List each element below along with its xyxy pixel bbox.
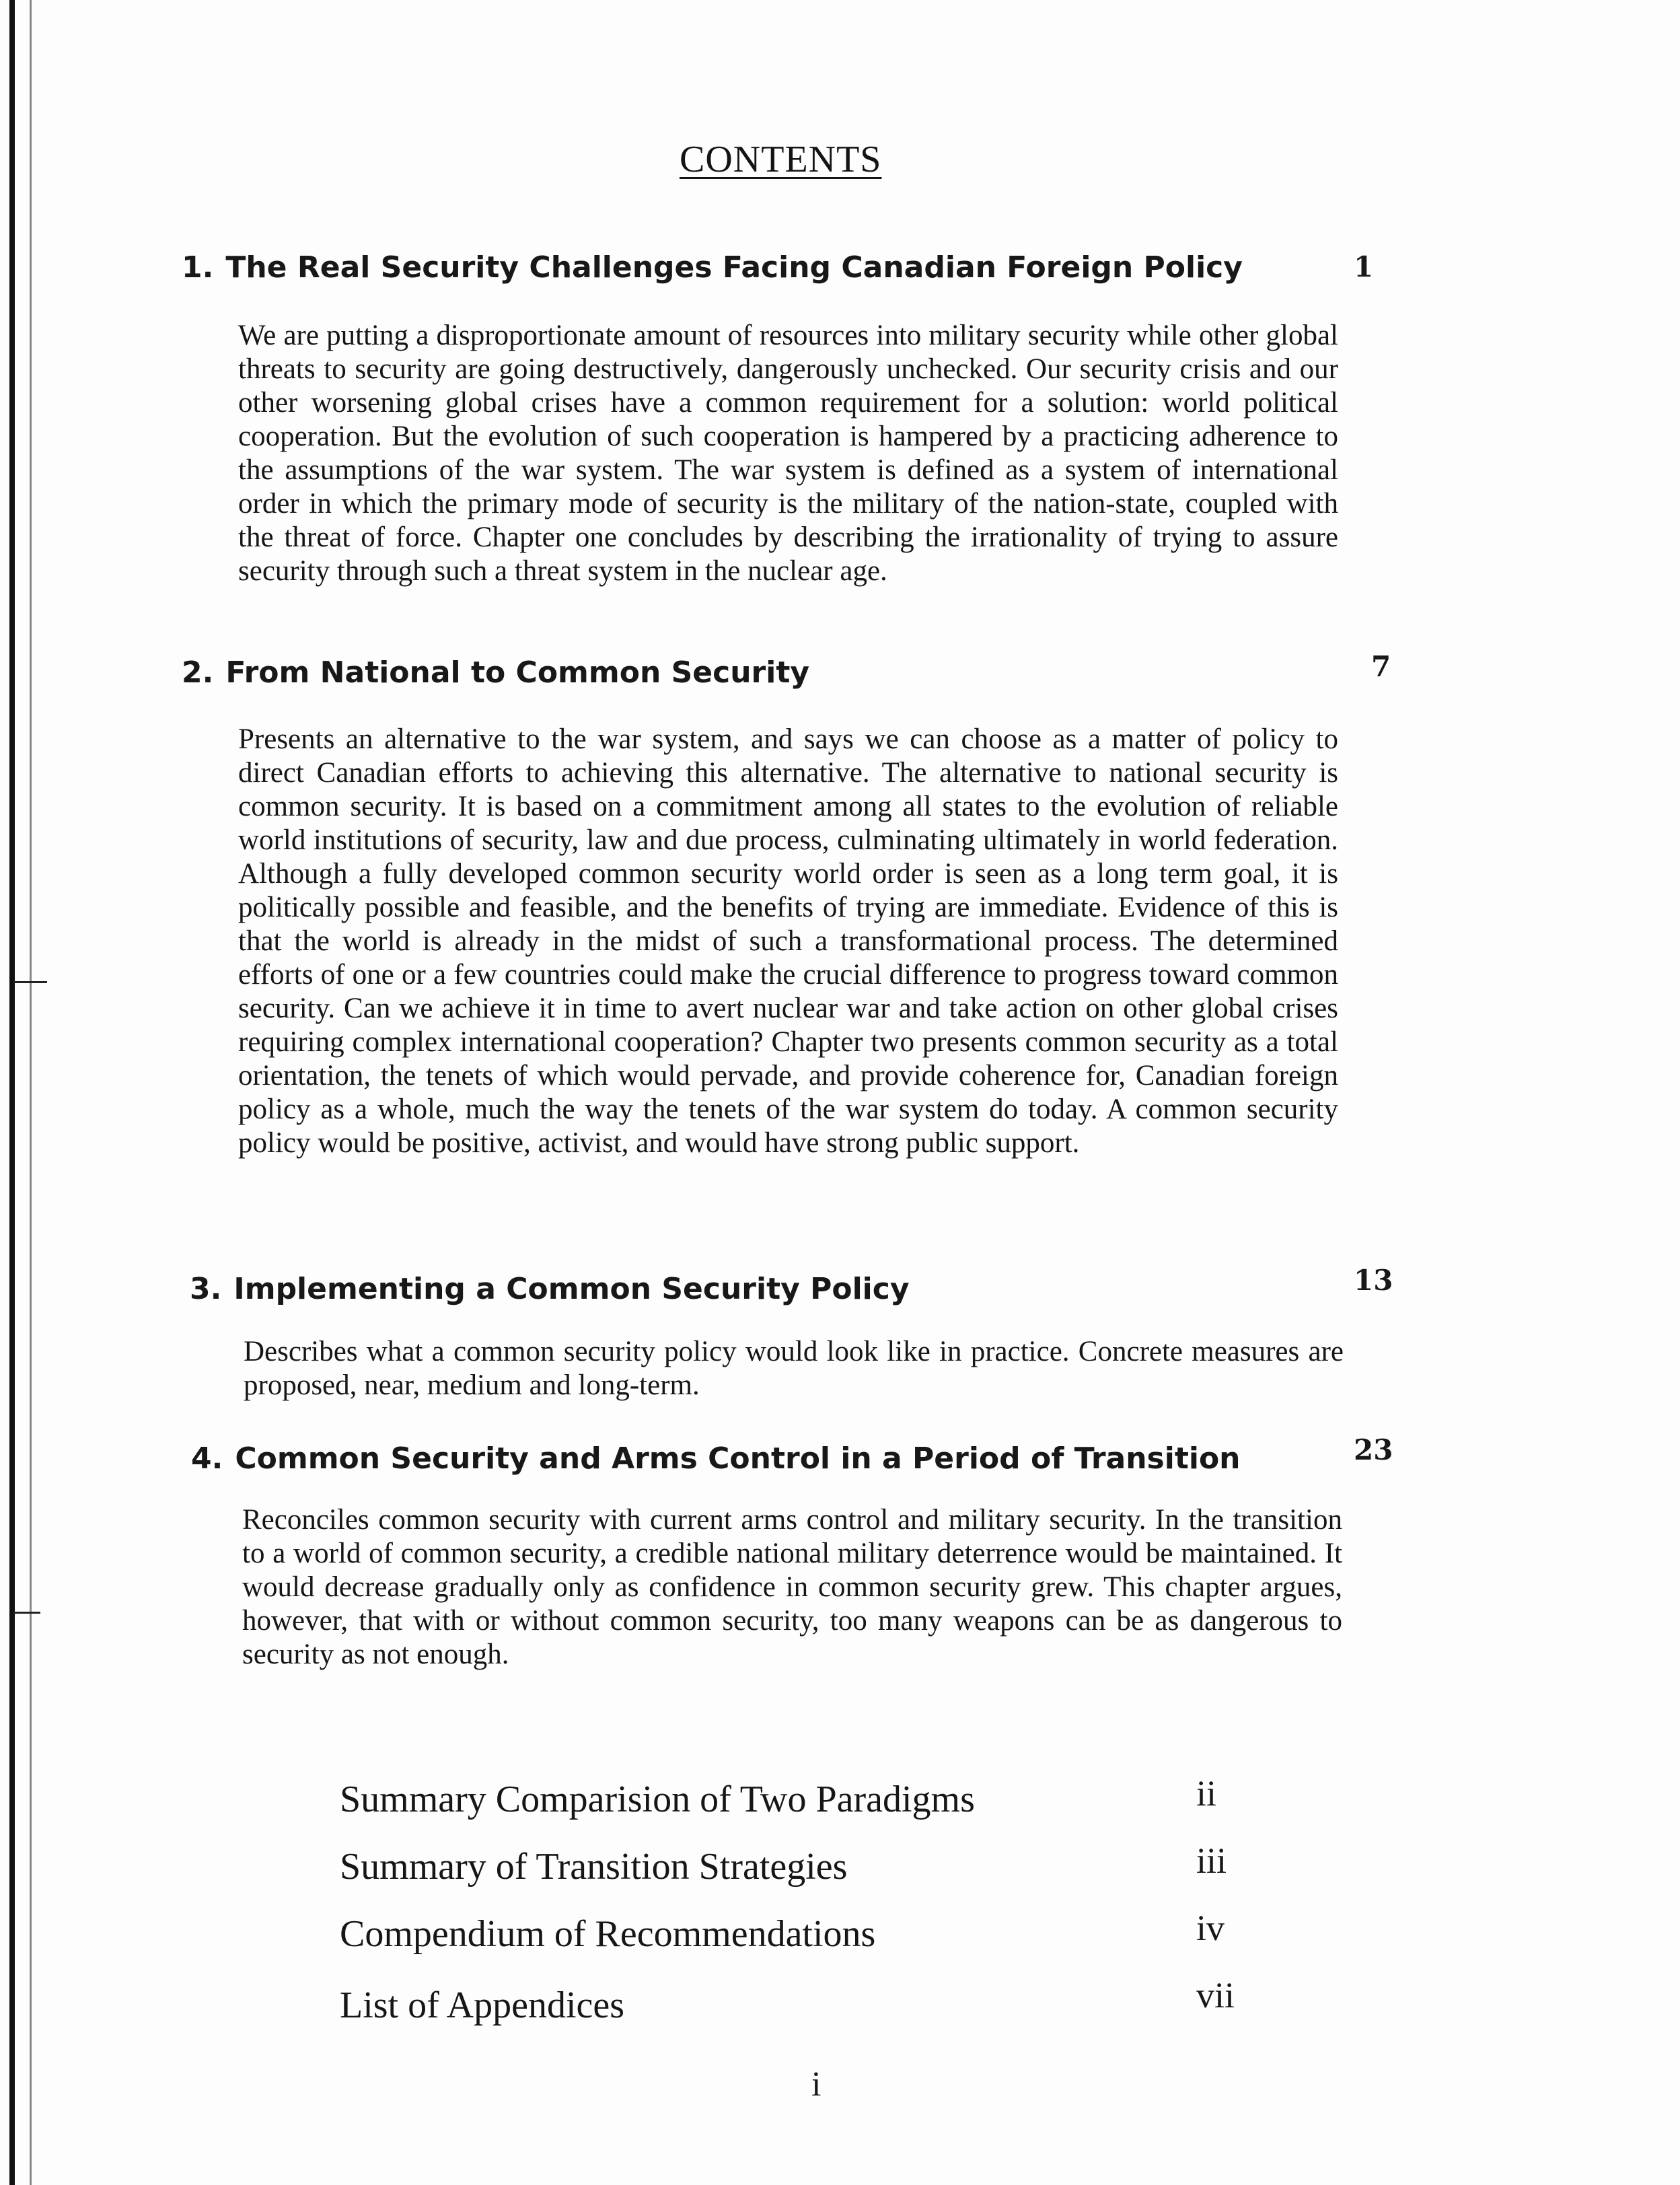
chapter-summary: Presents an alternative to the war system, and says we can choose as a matter of policy to direct Canadian efforts to achieving this alternative. The alternative to national security is common security. It is based on a commitment among all states to the evolution of reliable world institutions of security, law and due process, culminating ultimately in world federation. Although a fully developed common security world order is seen as a long term goal, it is politically possible and feasible, and the benefits of trying are immediate. Evidence of this is that the world is already in the midst of such a transformational process. The determined efforts of one or a few countries could make the crucial difference to progress toward common security. Can we achieve it in time to avert nuclear war and take action on other global crises requiring complex international cooperation? Chapter two presents common security as a total orientation, the tenets of which would pervade, and provide coherence for, Canadian foreign policy as a whole, much the way the tenets of the war system do today. A common security policy would be positive, activist, and would have strong public support. — [238, 723, 1338, 1159]
chapter-page-number: 23 — [1354, 1433, 1393, 1466]
supplement-page-number: vii — [1196, 1975, 1235, 2015]
chapter-page-number: 7 — [1371, 650, 1391, 683]
chapter-page-number: 13 — [1354, 1264, 1393, 1297]
chapter-summary: Reconciles common security with current arms control and military security. In the transition to a world of common security, a credible national military deterrence would be maintained. It would decrease gradually only as confidence in common security grew. This chapter argues, however, that with or without common security, too many weapons can be as dangerous to security as not enough. — [242, 1504, 1342, 1670]
chapter-heading — [191, 1441, 1402, 1476]
chapter-heading — [182, 655, 1393, 690]
chapter-number: 1. — [182, 250, 214, 285]
chapter-number: 3. — [190, 1272, 222, 1306]
chapter-heading — [182, 250, 1393, 285]
page-number: i — [811, 2065, 821, 2104]
supplement-page-number: iii — [1196, 1840, 1227, 1881]
chapter-number: 2. — [182, 655, 214, 690]
supplement-page-number: iv — [1196, 1908, 1225, 1948]
scan-edge-mark — [13, 1612, 40, 1614]
scan-edge-line-secondary — [30, 0, 32, 2185]
chapter-page-number: 1 — [1354, 250, 1374, 283]
page-title: CONTENTS — [680, 139, 882, 180]
supplement-title: Summary of Transition Strategies — [340, 1846, 848, 1888]
chapter-title: The Real Security Challenges Facing Canadian Foreign Policy — [225, 250, 1243, 285]
chapter-heading — [190, 1272, 1401, 1306]
supplement-title: Summary Comparision of Two Paradigms — [340, 1779, 975, 1820]
scan-edge-mark — [13, 981, 47, 983]
supplement-title: Compendium of Recommendations — [340, 1913, 876, 1955]
chapter-number: 4. — [191, 1441, 223, 1476]
chapter-summary: Describes what a common security policy would look like in practice. Concrete measures are proposed, near, medium and long-term. — [244, 1336, 1344, 1401]
chapter-title: Implementing a Common Security Policy — [233, 1272, 910, 1306]
chapter-title: From National to Common Security — [225, 655, 810, 690]
scan-edge-line — [9, 0, 15, 2185]
chapter-title: Common Security and Arms Control in a Period of Transition — [235, 1441, 1241, 1476]
supplement-page-number: ii — [1196, 1773, 1217, 1814]
chapter-summary: We are putting a disproportionate amount of resources into military security while other global threats to security are going destructively, dangerously unchecked. Our security crisis and our other worsening global crises have a common requirement for a solution: world political cooperation. But the evolution of such cooperation is hampered by a practicing adherence to the assumptions of the war system. The war system is defined as a system of international order in which the primary mode of security is the military of the nation-state, coupled with the threat of force. Chapter one concludes by describing the irrationality of trying to assure security through such a threat system in the nuclear age. — [238, 320, 1338, 587]
supplement-title: List of Appendices — [340, 1984, 625, 2026]
